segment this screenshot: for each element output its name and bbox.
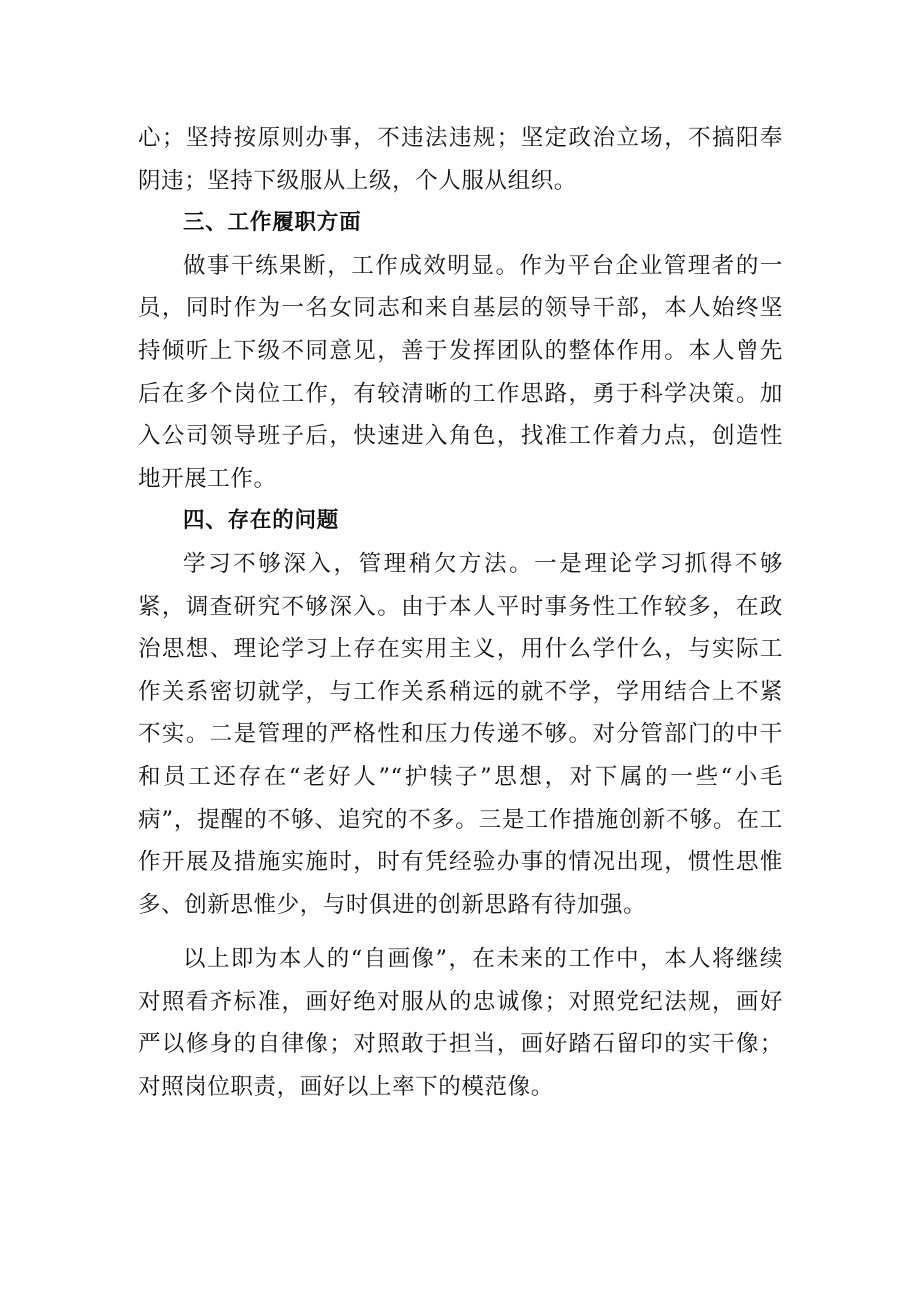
paragraph-continuation: 心；坚持按原则办事，不违法违规；坚定政治立场，不搞阳奉阴违；坚持下级服从上级，个人服从组织。 [138,125,783,194]
paragraph-gap [138,926,783,938]
section-heading-existing-problems: 四、存在的问题 [183,508,340,534]
section-heading-work-performance: 三、工作履职方面 [183,210,362,236]
paragraph-conclusion: 以上即为本人的“自画像”，在未来的工作中，本人将继续对照看齐标准，画好绝对服从的忠诚像；对照党纪法规，画好严以修身的自律像；对照敢于担当，画好踏石留印的实干像；对照岗位职责，画好以上率下的模范像。 [138,946,783,1101]
document-body [138,117,783,1109]
paragraph-work-performance: 做事干练果断，工作成效明显。作为平台企业管理者的一员，同时作为一名女同志和来自基层的领导干部，本人始终坚持倾听上下级不同意见，善于发挥团队的整体作用。本人曾先后在多个岗位工作，有较清晰的工作思路，勇于科学决策。加入公司领导班子后，快速进入角色，找准工作着力点，创造性地开展工作。 [138,252,783,492]
paragraph-existing-problems: 学习不够深入，管理稍欠方法。一是理论学习抓得不够紧，调查研究不够深入。由于本人平时事务性工作较多，在政治思想、理论学习上存在实用主义，用什么学什么，与实际工作关系密切就学，与工作关系稍远的就不学，学用结合上不紧不实。二是管理的严格性和压力传递不够。对分管部门的中干和员工还存在“老好人”“护犊子”思想，对下属的一些“小毛病”，提醒的不够、追究的不多。三是工作措施创新不够。在工作开展及措施实施时，时有凭经验办事的情况出现，惯性思惟多、创新思惟少，与时俱进的创新思路有待加强。 [138,550,783,918]
